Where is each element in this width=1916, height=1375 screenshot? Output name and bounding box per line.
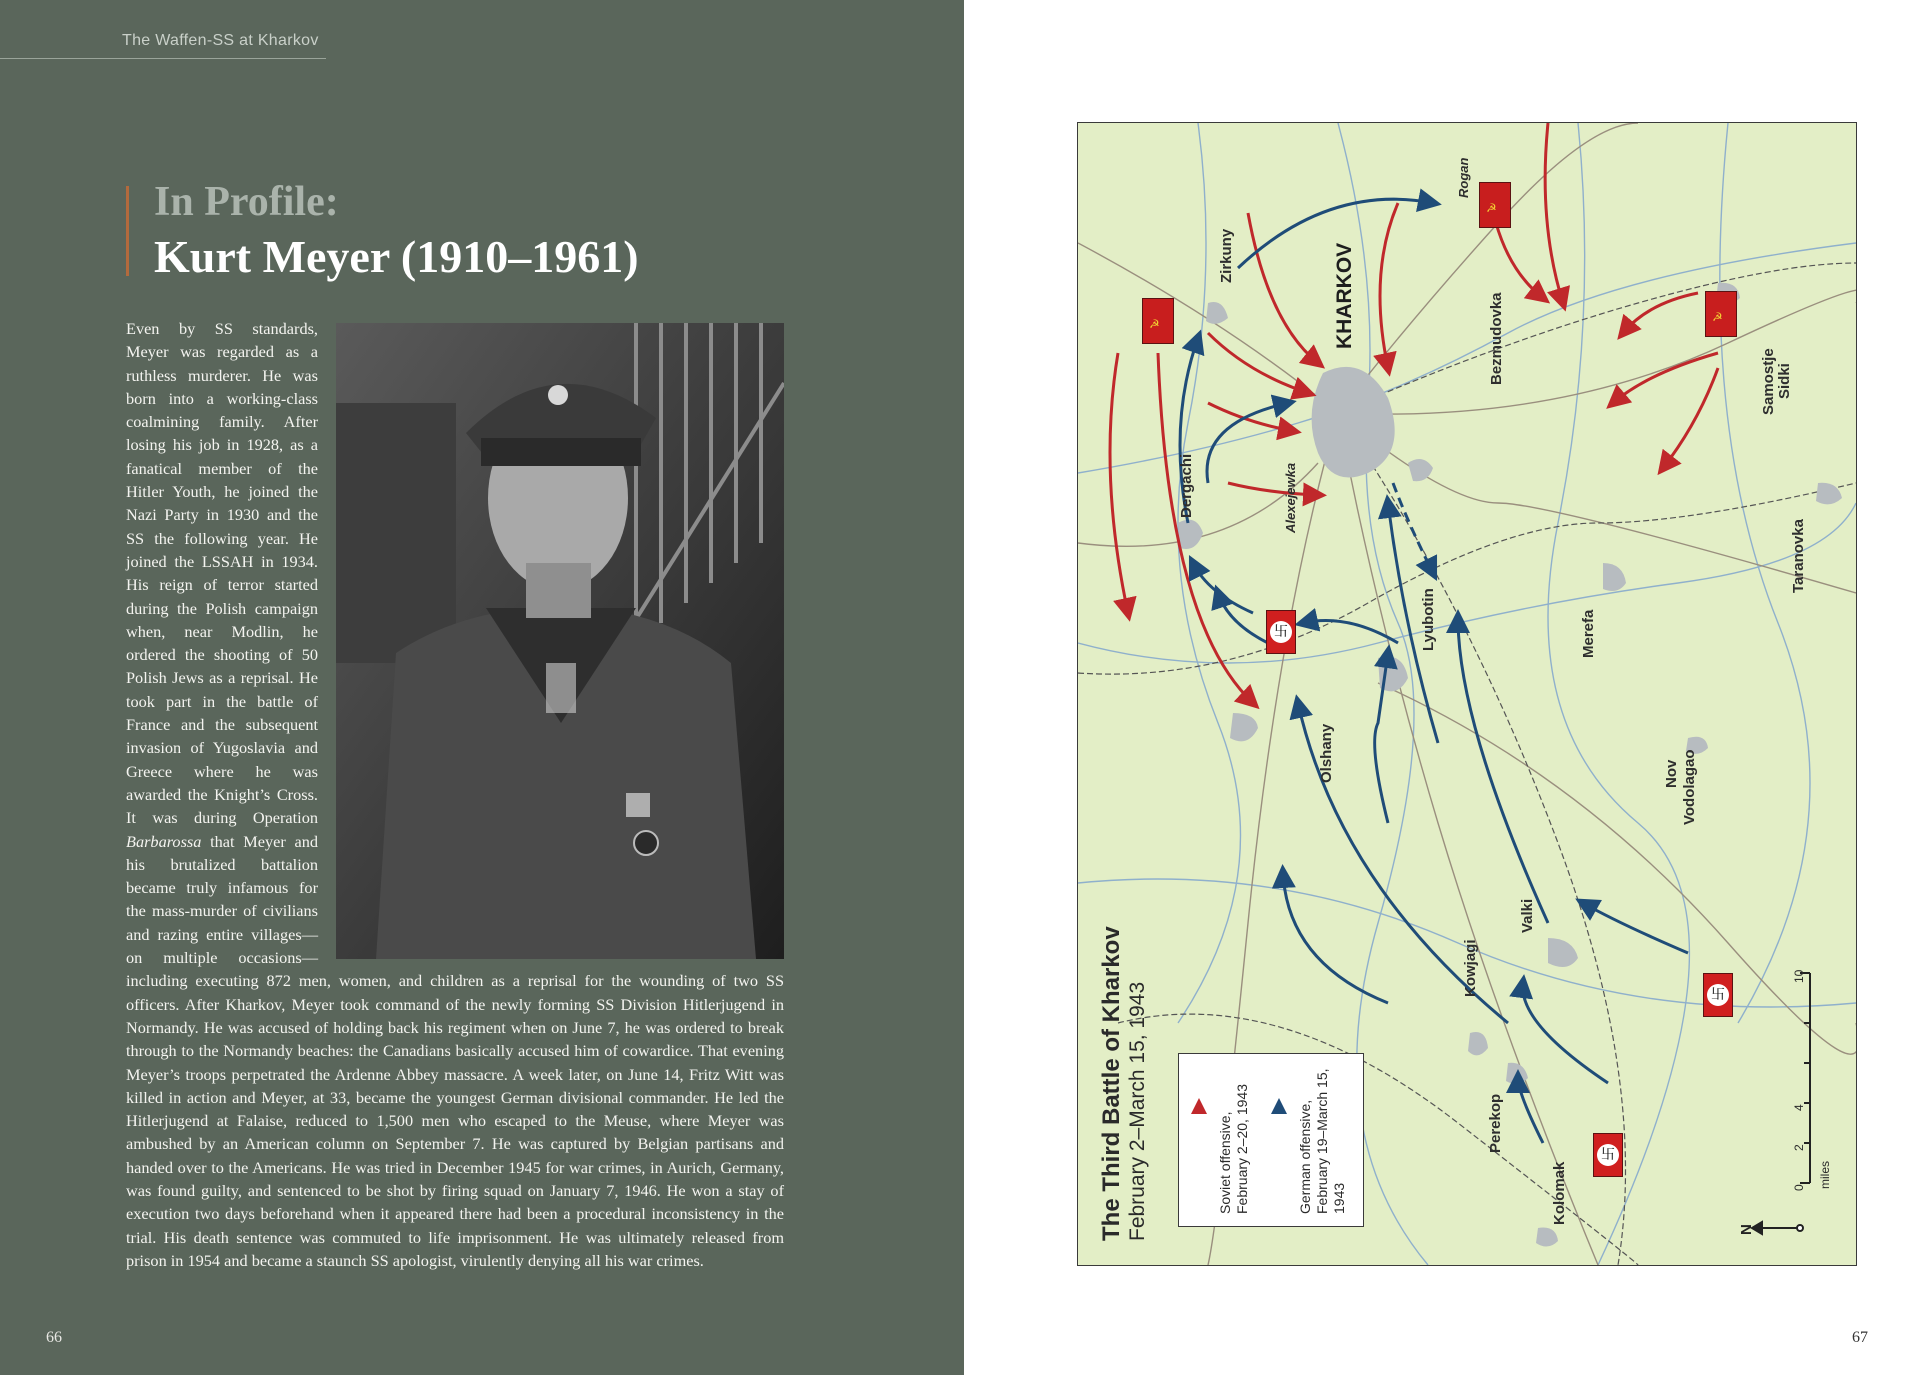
label-merefa: Merefa xyxy=(1580,609,1597,658)
running-head-rule xyxy=(0,58,326,59)
kharkov-map xyxy=(1077,122,1857,1266)
label-olshany: Olshany xyxy=(1318,723,1335,783)
label-bezmudovka: Bezmudovka xyxy=(1488,292,1505,385)
label-lyubotin: Lyubotin xyxy=(1420,588,1437,651)
german-flag: 卐 xyxy=(1266,610,1296,654)
label-taranovka: Taranovka xyxy=(1790,519,1807,593)
soviet-flag: ☭ xyxy=(1142,298,1174,344)
label-kolomak: Kolomak xyxy=(1551,1161,1568,1225)
scale-unit: miles xyxy=(1818,1160,1832,1189)
label-vodolagao: Vodolagao xyxy=(1681,749,1698,825)
german-arrows xyxy=(1180,199,1768,1143)
page-number-left: 66 xyxy=(46,1329,62,1346)
label-kharkov: KHARKOV xyxy=(1333,242,1356,349)
label-nov: Nov xyxy=(1663,759,1680,788)
operation-name: Barbarossa xyxy=(126,831,202,851)
label-dergachi: Dergachi xyxy=(1178,453,1195,518)
scale-label-10: 10 xyxy=(1792,969,1806,983)
map-subtitle: February 2–March 15, 1943 xyxy=(1126,981,1149,1241)
label-perekop: Perekop xyxy=(1487,1093,1504,1153)
label-samostje: Samostje xyxy=(1760,348,1777,415)
legend-german-label: German offensive, February 19–March 15, 1943 xyxy=(1297,1068,1347,1214)
map-title: The Third Battle of Kharkov xyxy=(1098,926,1125,1241)
label-alexejewka: Alexejewka xyxy=(1283,462,1298,533)
profile-title: Kurt Meyer (1910–1961) xyxy=(154,231,639,282)
german-flag: 卐 xyxy=(1593,1133,1623,1177)
scale-label-4: 4 xyxy=(1792,1104,1806,1111)
label-zirkuny: Zirkuny xyxy=(1218,228,1235,283)
portrait-photo xyxy=(336,323,784,959)
scale-bar xyxy=(1800,973,1810,1183)
scale-label-2: 2 xyxy=(1792,1144,1806,1151)
label-kowjagi: Kowjagi xyxy=(1462,939,1479,997)
running-head: The Waffen-SS at Kharkov xyxy=(122,32,319,49)
german-flag: 卐 xyxy=(1703,973,1733,1017)
label-rogan: Rogan xyxy=(1456,157,1471,198)
biography-text xyxy=(126,317,784,1272)
title-accent-bar xyxy=(126,186,129,276)
profile-kicker: In Profile: xyxy=(154,179,339,225)
scale-label-0: 0 xyxy=(1792,1184,1806,1191)
soviet-flag: ☭ xyxy=(1705,291,1737,337)
page-number-right: 67 xyxy=(1852,1329,1868,1346)
soviet-flag: ☭ xyxy=(1479,182,1511,228)
label-sidki: Sidki xyxy=(1776,363,1793,399)
legend-soviet-label: Soviet offensive, February 2–20, 1943 xyxy=(1217,1084,1250,1214)
map-legend xyxy=(1178,1053,1364,1227)
north-arrow xyxy=(1752,1222,1803,1234)
soviet-arrows xyxy=(1110,123,1718,703)
biography-part-2: that Meyer and his brutalized battalion became truly infamous for the mass-murder of civilians and razing entire villages—on multiple occasions—including executing 872 men, women, and children as a reprisal for the wounding of two SS officers. After Kharkov, Meyer took command of the newly forming SS Division Hitlerjugend in Normandy. He was accused of holding back his regiment when on June 7, he was ordered to break through to the Normandy beaches: the Canadians basically accused him of cowardice. That evening Meyer’s troops perpetrated the Ardenne Abbey massacre. A week later, on June 14, Fritz Witt was killed in action and Meyer, at 33, became the youngest German divisional commander. He led the Hitlerjugend at Falaise, reduced to 1,500 men who escaped to the Meuse, where Meyer was ambushed by an American column on September 7. He was captured by Belgian partisans and handed over to the Americans. He was tried in December 1945 for war crimes, in Aurich, Germany, was found guilty, and sentenced to be shot by firing squad on January 7, 1946. He won a stay of execution two days beforehand when it appeared there had been a procedural inconsistency in the trial. His death sentence was commuted to life imprisonment. He was ultimately released from prison in 1954 and became a staunch SS apologist, virulently denying all his war crimes. xyxy=(126,831,784,1270)
label-valki: Valki xyxy=(1519,898,1536,933)
german-dashed-arrow xyxy=(1393,483,1433,573)
biography-part-1: Even by SS standards, Meyer was regarded as a ruthless murderer. He was born into a working-class coalmining family. After losing his job in 1928, as a fanatical member of the Hitler Youth, he joined the Nazi Party in 1930 and the SS the following year. He joined the LSSAH in 1934. His reign of terror started during the Polish campaign when, near Modlin, he ordered the shooting of 50 Polish Jews as a reprisal. He took part in the battle of France and the subsequent invasion of Yugoslavia and Greece where he was awarded the Knight’s Cross. It was during Operation xyxy=(126,319,318,828)
north-label: N xyxy=(1738,1224,1755,1235)
